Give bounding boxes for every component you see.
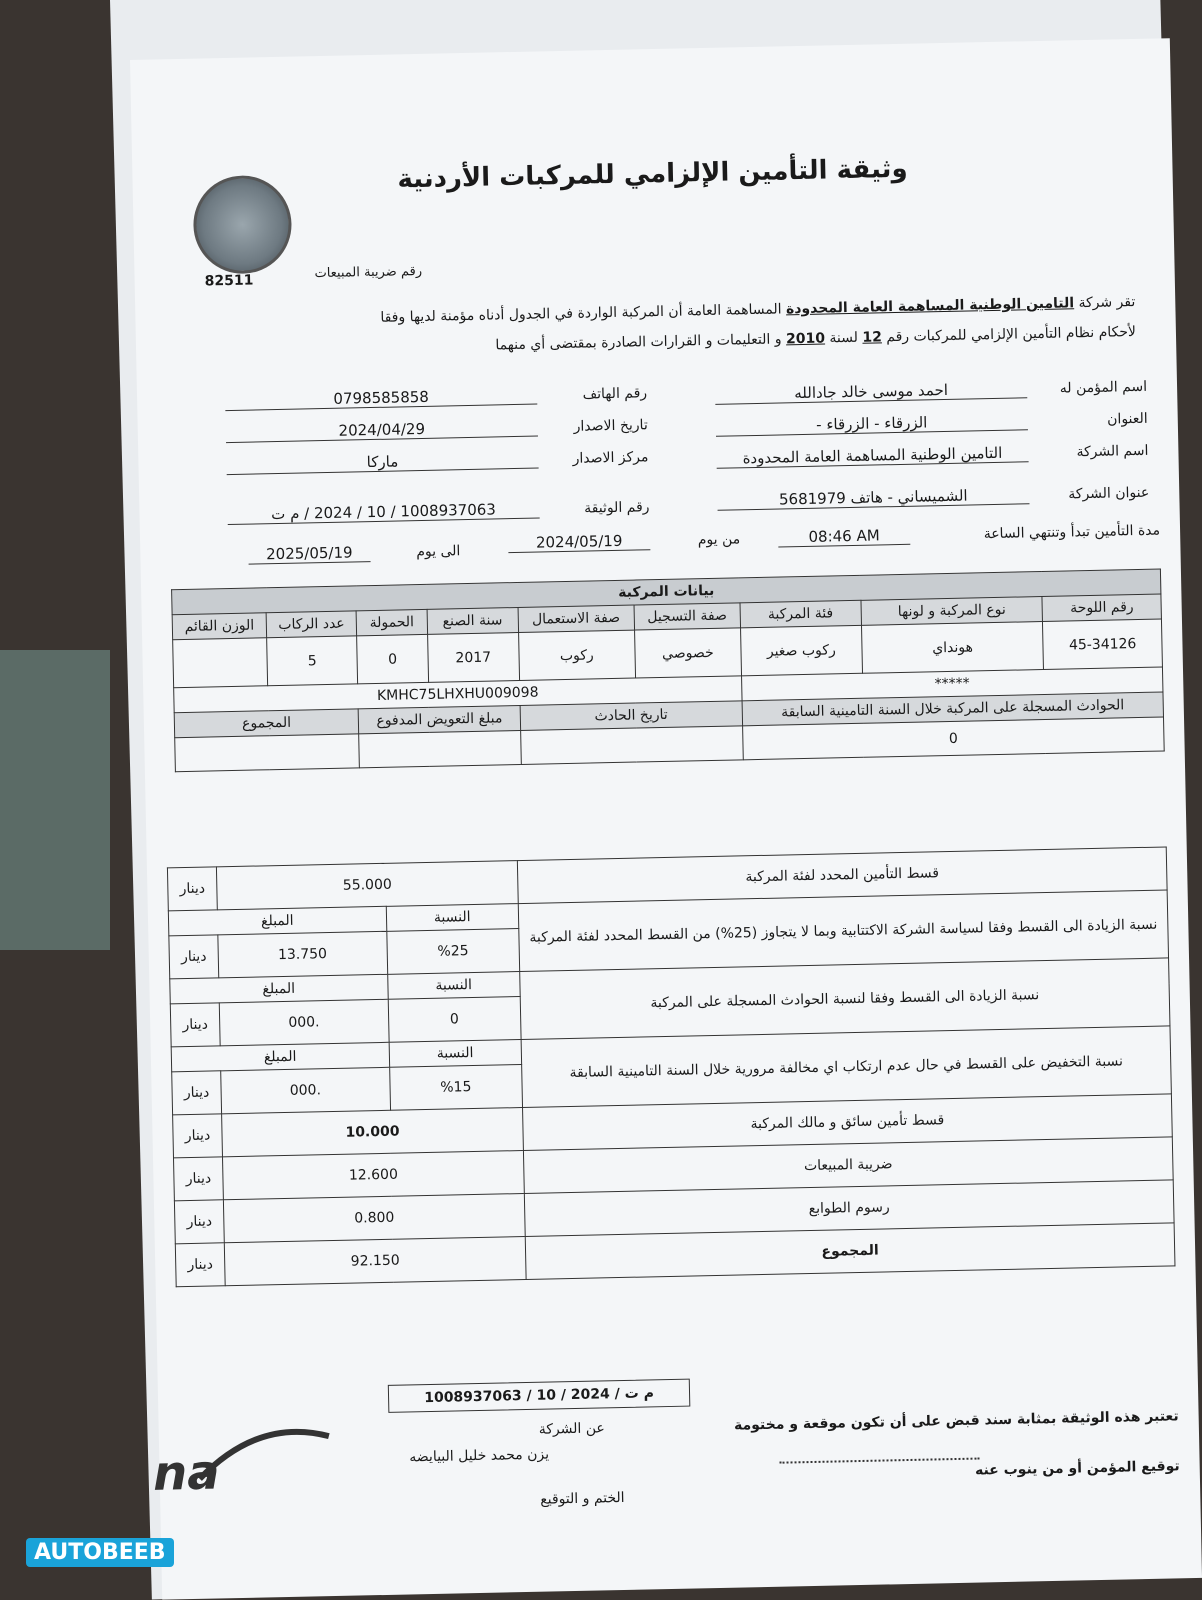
- vin: KMHC75LHXHU009098: [174, 676, 742, 713]
- phone-value: 0798585858: [225, 386, 537, 412]
- policy-box: 1008937063 / 10 / 2024 / م ت: [388, 1379, 691, 1413]
- issue-date-label: تاريخ الاصدار: [573, 417, 648, 435]
- pct-header: النسبة: [387, 972, 520, 1000]
- logo-text: na: [152, 1444, 221, 1502]
- table-header: الوزن القائم: [172, 613, 267, 640]
- issue-center-value: ماركا: [226, 450, 538, 476]
- reg-no: 12: [862, 329, 883, 346]
- table-header: الحمولة: [356, 609, 427, 635]
- policy-value: 1008937063 / 10 / 2024 / م ت: [227, 500, 539, 526]
- company-logo-icon: [152, 1416, 340, 1502]
- premium-label: نسبة الزيادة الى القسط وفقا لنسبة الحوادث المسجلة على المركبة: [520, 958, 1170, 1040]
- period-label: مدة التأمين تبدأ وتنتهي الساعة: [983, 522, 1161, 543]
- currency: دينار: [174, 1200, 224, 1244]
- table-cell: [175, 734, 360, 772]
- premium-label: قسط التأمين المحدد لفئة المركبة: [517, 847, 1167, 904]
- address-label: العنوان: [1107, 410, 1148, 428]
- company-address-label: عنوان الشركة: [1068, 484, 1150, 503]
- footer-note: تعتبر هذه الوثيقة بمثابة سند قبض على أن تكون موقعة و مختومة: [733, 1408, 1179, 1434]
- table-cell: [359, 730, 521, 767]
- amount-header: المبلغ: [170, 974, 388, 1004]
- color-mask: *****: [741, 667, 1163, 701]
- insured-value: احمد موسى خالد جادالله: [715, 379, 1027, 405]
- company-side-label: عن الشركة: [538, 1420, 605, 1438]
- table-header: المجموع: [174, 709, 359, 738]
- table-cell: ركوب صغير: [740, 625, 862, 676]
- total-value: 92.150: [224, 1236, 526, 1285]
- vehicle-section-title: بيانات المركبة: [172, 569, 1161, 615]
- table-cell: 2017: [427, 632, 519, 682]
- currency: دينار: [167, 867, 217, 911]
- document-title: وثيقة التأمين الإلزامي للمركبات الأردنية: [397, 153, 908, 195]
- pct-header: النسبة: [389, 1040, 522, 1068]
- accident-count: 0: [742, 717, 1164, 760]
- to-label: الى يوم: [416, 543, 461, 561]
- signature-line: [779, 1438, 979, 1464]
- table-header: صفة الاستعمال: [518, 605, 635, 632]
- table-cell: ركوب: [518, 630, 635, 680]
- table-header: عدد الركاب: [266, 611, 357, 638]
- currency: دينار: [175, 1243, 225, 1287]
- background-object: [0, 650, 110, 950]
- table-header: صفة التسجيل: [634, 603, 741, 630]
- table-header: مبلغ التعويض المدفوع: [358, 705, 520, 733]
- currency: دينار: [169, 935, 219, 979]
- issue-date-value: 2024/04/29: [226, 418, 538, 444]
- table-cell: [173, 638, 268, 688]
- phone-label: رقم الهاتف: [582, 385, 648, 403]
- premium-value: 12.600: [222, 1150, 524, 1199]
- time-value: 08:46 AM: [778, 526, 910, 548]
- pct-value: %15: [389, 1065, 522, 1111]
- table-cell: خصوصي: [634, 628, 741, 678]
- table-cell: 5: [267, 636, 358, 686]
- amount-value: .000: [221, 1067, 390, 1114]
- watermark-part2: BEEB: [101, 1540, 166, 1565]
- table-cell: [520, 726, 743, 765]
- tax-label: رقم ضريبة المبيعات: [314, 263, 423, 282]
- insured-label: اسم المؤمن له: [1059, 378, 1148, 397]
- intro-text: تقر شركة التامين الوطنية المساهمة العامة المحدودة المساهمة العامة أن المركبة الواردة في الجدول أدناه مؤمنة لديها وفقا لأحكام نظام التأمين الإلزامي للمركبات رقم 12 لسنة 2010 و التعليمات و القرارات الصادرة بمقتضى أي منهما: [380, 294, 1137, 354]
- watermark-part1: AUTO: [34, 1540, 102, 1565]
- table-cell: هونداي: [861, 622, 1044, 674]
- pct-header: النسبة: [386, 904, 519, 932]
- company-address-value: الشميساني - هاتف 5681979: [717, 485, 1029, 511]
- amount-value: 13.750: [218, 931, 387, 978]
- from-date: 2024/05/19: [508, 531, 650, 553]
- premium-label: ضريبة المبيعات: [523, 1137, 1173, 1194]
- company-seal-icon: [192, 175, 292, 275]
- table-header: تاريخ الحادث: [520, 701, 743, 731]
- table-header: فئة المركبة: [740, 600, 861, 628]
- autobeeb-watermark: [26, 1538, 174, 1567]
- premium-label: قسط تأمين سائق و مالك المركبة: [523, 1094, 1173, 1151]
- table-cell: 45-34126: [1043, 619, 1163, 669]
- amount-header: المبلغ: [171, 1042, 389, 1072]
- to-date: 2025/05/19: [248, 543, 370, 565]
- from-label: من يوم: [697, 531, 741, 549]
- table-header: سنة الصنع: [427, 607, 519, 634]
- currency: دينار: [173, 1114, 223, 1158]
- company-value: التامين الوطنية المساهمة العامة المحدودة: [716, 443, 1028, 469]
- premium-value: 55.000: [216, 861, 518, 910]
- pct-value: %25: [386, 929, 519, 975]
- currency: دينار: [174, 1157, 224, 1201]
- address-value: الزرقاء - الزرقاء -: [716, 411, 1028, 437]
- table-header: الحوادث المسجلة على المركبة خلال السنة التامينية السابقة: [742, 692, 1164, 726]
- signer-name: يزن محمد خليل البيايضه: [409, 1446, 550, 1466]
- insurance-document: [130, 38, 1202, 1599]
- premium-value: 10.000: [222, 1108, 524, 1157]
- company-name: التامين الوطنية المساهمة العامة المحدودة: [785, 295, 1075, 318]
- issue-center-label: مركز الاصدار: [572, 449, 649, 467]
- policy-label: رقم الوثيقة: [583, 499, 650, 517]
- table-cell: 0: [357, 634, 428, 683]
- reg-year: 2010: [785, 330, 826, 348]
- currency: دينار: [170, 1003, 220, 1047]
- company-label: اسم الشركة: [1076, 442, 1149, 461]
- premium-label: نسبة الزيادة الى القسط وفقا لسياسة الشركة الاكتتابية وبما لا يتجاوز (25%) من القسط المحدد لفئة المركبة: [518, 890, 1168, 972]
- amount-header: المبلغ: [168, 906, 386, 936]
- table-header: نوع المركبة و لونها: [861, 597, 1043, 626]
- premium-value: 0.800: [223, 1193, 525, 1242]
- tax-number: 82511: [204, 272, 254, 290]
- vehicle-table: [171, 569, 1165, 773]
- premium-label: رسوم الطوابع: [524, 1180, 1174, 1237]
- amount-value: .000: [219, 999, 388, 1046]
- stamp-label: الختم و التوقيع: [540, 1489, 625, 1508]
- sign-label: توقيع المؤمن أو من ينوب عنه: [974, 1458, 1180, 1479]
- premium-table: [167, 846, 1176, 1287]
- pct-value: 0: [388, 997, 521, 1043]
- currency: دينار: [172, 1071, 222, 1115]
- premium-label: نسبة التخفيض على القسط في حال عدم ارتكاب اي مخالفة مرورية خلال السنة التامينية السابقة: [521, 1026, 1171, 1108]
- table-header: رقم اللوحة: [1042, 594, 1161, 621]
- premium-label: المجموع: [525, 1223, 1175, 1280]
